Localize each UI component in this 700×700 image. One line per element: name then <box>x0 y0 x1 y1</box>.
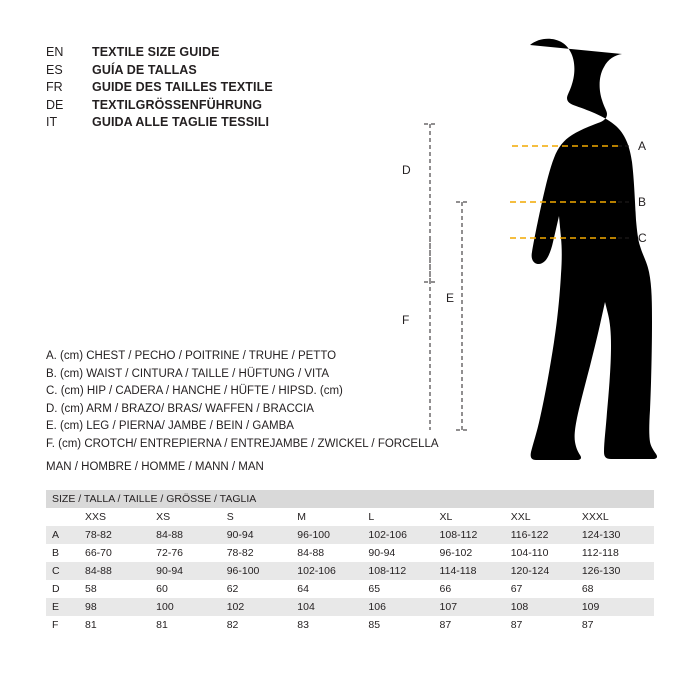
language-code-it: IT <box>46 115 58 129</box>
language-code-es: ES <box>46 62 63 77</box>
cell-a-xs: 84-88 <box>156 526 227 544</box>
cell-d-xxs: 58 <box>85 580 156 598</box>
marker-label-a: A <box>638 139 647 153</box>
row-label-e: E <box>46 598 85 616</box>
cell-d-xxxl: 68 <box>582 580 654 598</box>
cell-b-s: 78-82 <box>227 544 298 562</box>
cell-e-xxl: 108 <box>511 598 582 616</box>
language-row-en <box>46 44 273 62</box>
cell-b-m: 84-88 <box>297 544 368 562</box>
marker-label-d: D <box>402 163 411 177</box>
language-header-block <box>46 44 273 132</box>
row-label-d: D <box>46 580 85 598</box>
cell-f-m: 83 <box>297 616 368 634</box>
cell-a-xxl: 116-122 <box>511 526 582 544</box>
table-header-xs: XS <box>156 508 227 526</box>
cell-f-xl: 87 <box>440 616 511 634</box>
cell-b-xl: 96-102 <box>440 544 511 562</box>
cell-e-xs: 100 <box>156 598 227 616</box>
language-title-it: GUIDA ALLE TAGLIE TESSILI <box>92 115 270 129</box>
gender-label: MAN / HOMBRE / HOMME / MANN / MAN <box>46 461 264 473</box>
cell-f-xxl: 87 <box>511 616 582 634</box>
cell-c-xxxl: 126-130 <box>582 562 654 580</box>
cell-a-xxxl: 124-130 <box>582 526 654 544</box>
cell-f-xxs: 81 <box>85 616 156 634</box>
legend-item-e: E. (cm) LEG / PIERNA/ JAMBE / BEIN / GAMBA <box>46 420 294 433</box>
cell-f-xxxl: 87 <box>582 616 654 634</box>
language-title-fr: GUIDE DES TAILLES TEXTILE <box>92 80 273 94</box>
language-row-es <box>46 62 273 80</box>
cell-e-l: 106 <box>368 598 439 616</box>
cell-a-xl: 108-112 <box>440 526 511 544</box>
table-row <box>46 544 654 562</box>
cell-c-xxl: 120-124 <box>511 562 582 580</box>
cell-d-xxl: 67 <box>511 580 582 598</box>
arm-dimension-d <box>424 124 436 282</box>
cell-e-xxxl: 109 <box>582 598 654 616</box>
language-title-es: GUÍA DE TALLAS <box>92 62 197 77</box>
cell-c-xl: 114-118 <box>440 562 511 580</box>
cell-a-l: 102-106 <box>368 526 439 544</box>
cell-d-s: 62 <box>227 580 298 598</box>
cell-c-m: 102-106 <box>297 562 368 580</box>
row-label-a: A <box>46 526 85 544</box>
size-table <box>46 490 654 634</box>
cell-e-m: 104 <box>297 598 368 616</box>
leg-dimension-e <box>456 202 468 430</box>
table-row <box>46 616 654 634</box>
cell-f-l: 85 <box>368 616 439 634</box>
cell-a-xxs: 78-82 <box>85 526 156 544</box>
marker-label-c: C <box>638 231 647 245</box>
cell-f-s: 82 <box>227 616 298 634</box>
marker-label-b: B <box>638 195 647 209</box>
cell-f-xs: 81 <box>156 616 227 634</box>
legend-item-f: F. (cm) CROTCH/ ENTREPIERNA / ENTREJAMBE / ZWICKEL / FORCELLA <box>46 437 439 450</box>
cell-e-xl: 107 <box>440 598 511 616</box>
cell-c-xs: 90-94 <box>156 562 227 580</box>
cell-a-m: 96-100 <box>297 526 368 544</box>
man-silhouette <box>530 39 657 460</box>
legend-item-c: C. (cm) HIP / CADERA / HANCHE / HÜFTE / HIPSD. (cm) <box>46 385 343 398</box>
cell-b-l: 90-94 <box>368 544 439 562</box>
table-header-s: S <box>227 508 298 526</box>
cell-b-xxl: 104-110 <box>511 544 582 562</box>
language-row-fr <box>46 79 273 97</box>
row-label-c: C <box>46 562 85 580</box>
marker-label-f: F <box>402 313 410 327</box>
legend-item-b: B. (cm) WAIST / CINTURA / TAILLE / HÜFTUNG / VITA <box>46 367 330 380</box>
cell-d-m: 64 <box>297 580 368 598</box>
table-title-row <box>46 490 654 508</box>
cell-c-xxs: 84-88 <box>85 562 156 580</box>
cell-c-l: 108-112 <box>368 562 439 580</box>
table-header-row <box>46 508 654 526</box>
cell-d-xs: 60 <box>156 580 227 598</box>
cell-e-s: 102 <box>227 598 298 616</box>
table-header-l: L <box>368 508 439 526</box>
table-header-xxs: XXS <box>85 508 156 526</box>
cell-b-xxxl: 112-118 <box>582 544 654 562</box>
cell-a-s: 90-94 <box>227 526 298 544</box>
language-title-de: TEXTILGRÖSSENFÜHRUNG <box>92 97 263 112</box>
legend-item-a: A. (cm) CHEST / PECHO / POITRINE / TRUHE / PETTO <box>46 350 337 362</box>
language-code-de: DE <box>46 97 64 112</box>
table-header-xl: XL <box>440 508 511 526</box>
legend-item-d: D. (cm) ARM / BRAZO/ BRAS/ WAFFEN / BRACCIA <box>46 402 314 415</box>
language-title-en: TEXTILE SIZE GUIDE <box>92 45 220 59</box>
marker-label-e: E <box>446 291 455 305</box>
cell-c-s: 96-100 <box>227 562 298 580</box>
language-code-en: EN <box>46 45 64 59</box>
row-label-f: F <box>46 616 85 634</box>
language-code-fr: FR <box>46 80 63 94</box>
table-header-xxxl: XXXL <box>582 508 654 526</box>
cell-b-xs: 72-76 <box>156 544 227 562</box>
table-row <box>46 562 654 580</box>
row-label-b: B <box>46 544 85 562</box>
table-title: SIZE / TALLA / TAILLE / GRÖSSE / TAGLIA <box>46 490 654 508</box>
table-header-xxl: XXL <box>511 508 582 526</box>
language-row-de <box>46 97 273 115</box>
cell-b-xxs: 66-70 <box>85 544 156 562</box>
table-row <box>46 598 654 616</box>
cell-e-xxs: 98 <box>85 598 156 616</box>
language-row-it <box>46 114 273 132</box>
cell-d-l: 65 <box>368 580 439 598</box>
table-header-m: M <box>297 508 368 526</box>
table-row <box>46 526 654 544</box>
table-row <box>46 580 654 598</box>
table-header-corner <box>46 508 85 526</box>
size-table-wrap <box>46 490 654 634</box>
body-measurement-figure <box>380 20 680 480</box>
cell-d-xl: 66 <box>440 580 511 598</box>
